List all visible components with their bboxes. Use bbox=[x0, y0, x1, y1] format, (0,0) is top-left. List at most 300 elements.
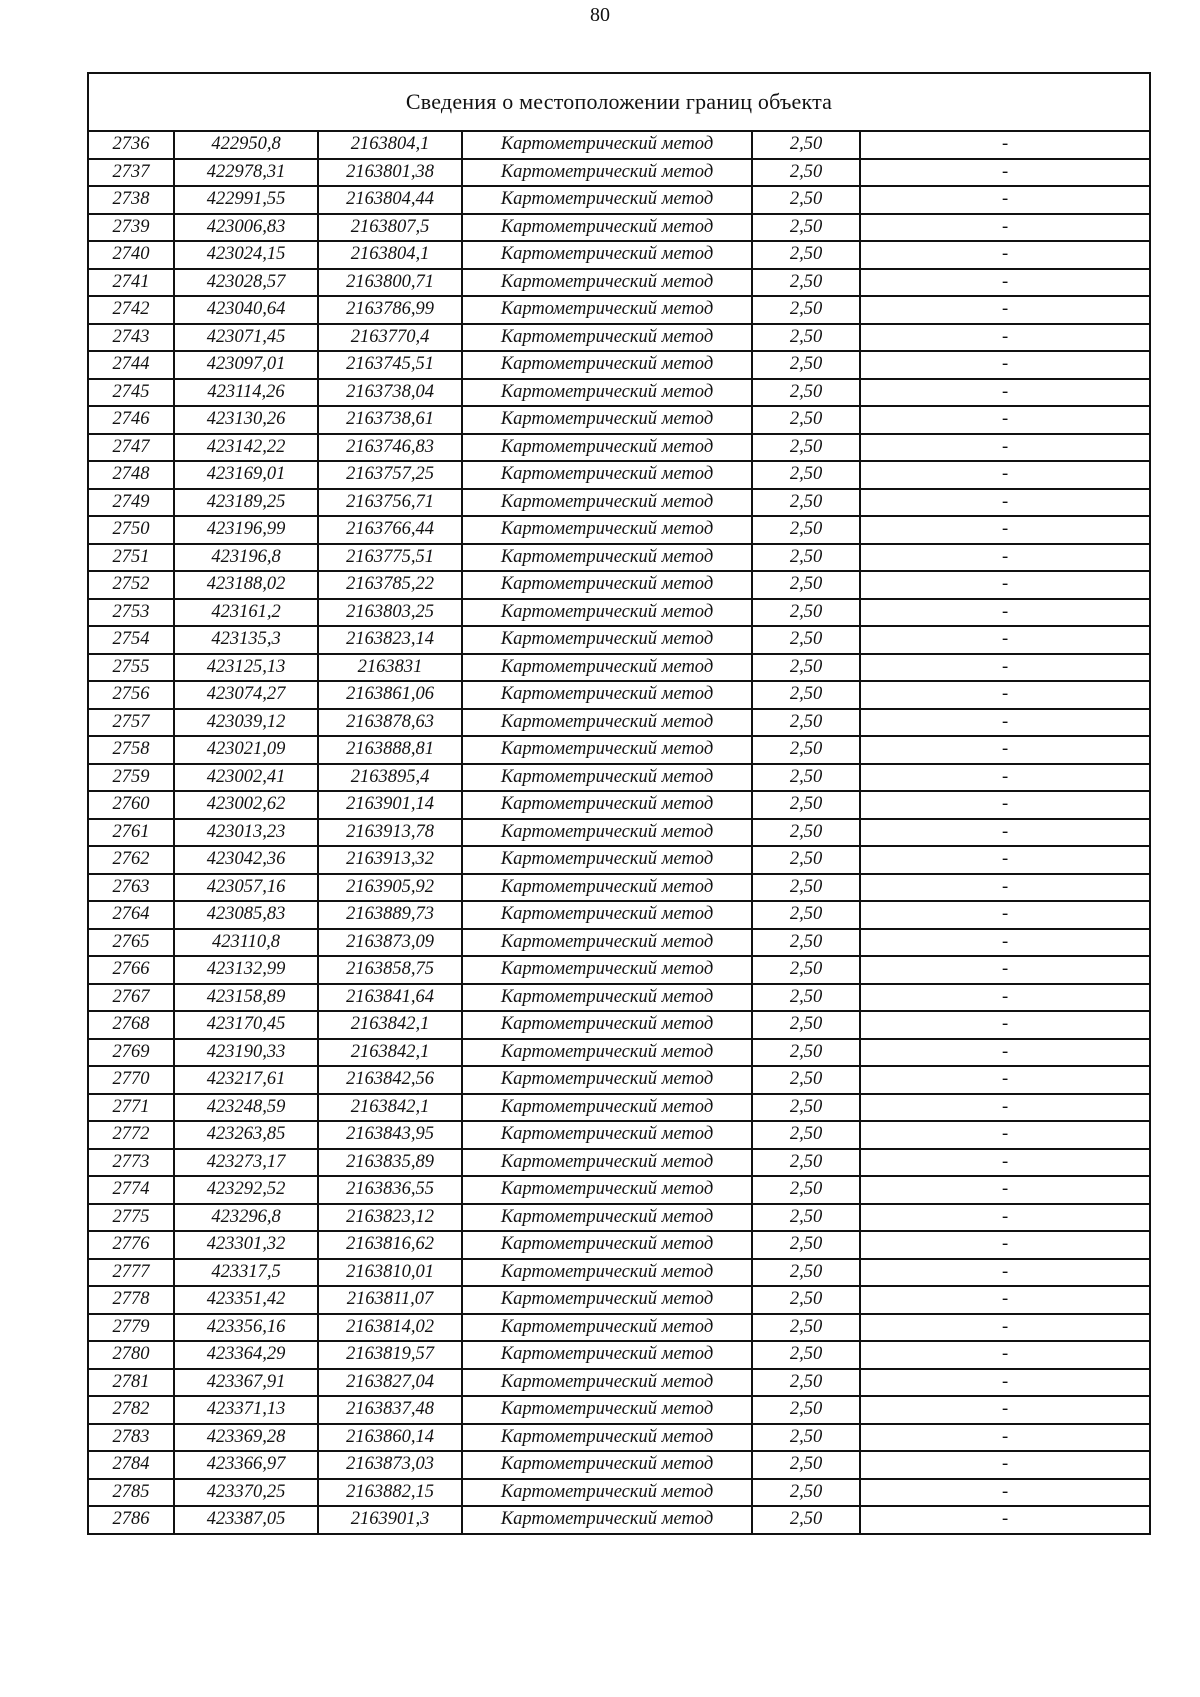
accuracy-cell: 2,50 bbox=[752, 764, 860, 792]
y-coordinate-cell: 2163873,09 bbox=[318, 929, 462, 957]
x-coordinate-cell: 423296,8 bbox=[174, 1204, 318, 1232]
method-cell: Картометрический метод bbox=[462, 1314, 752, 1342]
description-cell: - bbox=[860, 681, 1150, 709]
accuracy-cell: 2,50 bbox=[752, 489, 860, 517]
table-title-row bbox=[88, 73, 1150, 131]
accuracy-cell: 2,50 bbox=[752, 544, 860, 572]
table-row bbox=[88, 1011, 1150, 1039]
y-coordinate-cell: 2163757,25 bbox=[318, 461, 462, 489]
y-coordinate-cell: 2163816,62 bbox=[318, 1231, 462, 1259]
x-coordinate-cell: 423040,64 bbox=[174, 296, 318, 324]
method-cell: Картометрический метод bbox=[462, 131, 752, 159]
table-row bbox=[88, 379, 1150, 407]
method-cell: Картометрический метод bbox=[462, 1039, 752, 1067]
point-number-cell: 2769 bbox=[88, 1039, 174, 1067]
point-number-cell: 2744 bbox=[88, 351, 174, 379]
point-number-cell: 2778 bbox=[88, 1286, 174, 1314]
x-coordinate-cell: 423142,22 bbox=[174, 434, 318, 462]
method-cell: Картометрический метод bbox=[462, 1341, 752, 1369]
x-coordinate-cell: 423002,62 bbox=[174, 791, 318, 819]
accuracy-cell: 2,50 bbox=[752, 1149, 860, 1177]
point-number-cell: 2784 bbox=[88, 1451, 174, 1479]
description-cell: - bbox=[860, 544, 1150, 572]
accuracy-cell: 2,50 bbox=[752, 131, 860, 159]
accuracy-cell: 2,50 bbox=[752, 1424, 860, 1452]
y-coordinate-cell: 2163842,1 bbox=[318, 1094, 462, 1122]
point-number-cell: 2742 bbox=[88, 296, 174, 324]
x-coordinate-cell: 423071,45 bbox=[174, 324, 318, 352]
method-cell: Картометрический метод bbox=[462, 626, 752, 654]
y-coordinate-cell: 2163770,4 bbox=[318, 324, 462, 352]
description-cell: - bbox=[860, 1314, 1150, 1342]
x-coordinate-cell: 423024,15 bbox=[174, 241, 318, 269]
x-coordinate-cell: 423387,05 bbox=[174, 1506, 318, 1534]
method-cell: Картометрический метод bbox=[462, 379, 752, 407]
table-row bbox=[88, 984, 1150, 1012]
table-row bbox=[88, 296, 1150, 324]
x-coordinate-cell: 423013,23 bbox=[174, 819, 318, 847]
accuracy-cell: 2,50 bbox=[752, 241, 860, 269]
y-coordinate-cell: 2163738,04 bbox=[318, 379, 462, 407]
point-number-cell: 2736 bbox=[88, 131, 174, 159]
point-number-cell: 2754 bbox=[88, 626, 174, 654]
x-coordinate-cell: 423085,83 bbox=[174, 901, 318, 929]
point-number-cell: 2783 bbox=[88, 1424, 174, 1452]
accuracy-cell: 2,50 bbox=[752, 516, 860, 544]
table-row bbox=[88, 1286, 1150, 1314]
table-row bbox=[88, 1314, 1150, 1342]
point-number-cell: 2782 bbox=[88, 1396, 174, 1424]
description-cell: - bbox=[860, 214, 1150, 242]
method-cell: Картометрический метод bbox=[462, 1176, 752, 1204]
point-number-cell: 2743 bbox=[88, 324, 174, 352]
table-row bbox=[88, 1094, 1150, 1122]
accuracy-cell: 2,50 bbox=[752, 929, 860, 957]
description-cell: - bbox=[860, 1094, 1150, 1122]
point-number-cell: 2739 bbox=[88, 214, 174, 242]
point-number-cell: 2786 bbox=[88, 1506, 174, 1534]
y-coordinate-cell: 2163804,1 bbox=[318, 241, 462, 269]
table-row bbox=[88, 1506, 1150, 1534]
x-coordinate-cell: 423135,3 bbox=[174, 626, 318, 654]
y-coordinate-cell: 2163786,99 bbox=[318, 296, 462, 324]
method-cell: Картометрический метод bbox=[462, 791, 752, 819]
accuracy-cell: 2,50 bbox=[752, 681, 860, 709]
point-number-cell: 2750 bbox=[88, 516, 174, 544]
table-row bbox=[88, 406, 1150, 434]
accuracy-cell: 2,50 bbox=[752, 1259, 860, 1287]
y-coordinate-cell: 2163823,14 bbox=[318, 626, 462, 654]
point-number-cell: 2770 bbox=[88, 1066, 174, 1094]
point-number-cell: 2774 bbox=[88, 1176, 174, 1204]
accuracy-cell: 2,50 bbox=[752, 1341, 860, 1369]
point-number-cell: 2753 bbox=[88, 599, 174, 627]
description-cell: - bbox=[860, 709, 1150, 737]
y-coordinate-cell: 2163811,07 bbox=[318, 1286, 462, 1314]
point-number-cell: 2759 bbox=[88, 764, 174, 792]
y-coordinate-cell: 2163801,38 bbox=[318, 159, 462, 187]
method-cell: Картометрический метод bbox=[462, 929, 752, 957]
description-cell: - bbox=[860, 1424, 1150, 1452]
y-coordinate-cell: 2163901,14 bbox=[318, 791, 462, 819]
description-cell: - bbox=[860, 901, 1150, 929]
description-cell: - bbox=[860, 1149, 1150, 1177]
method-cell: Картометрический метод bbox=[462, 1094, 752, 1122]
y-coordinate-cell: 2163861,06 bbox=[318, 681, 462, 709]
description-cell: - bbox=[860, 351, 1150, 379]
point-number-cell: 2755 bbox=[88, 654, 174, 682]
point-number-cell: 2751 bbox=[88, 544, 174, 572]
x-coordinate-cell: 422950,8 bbox=[174, 131, 318, 159]
point-number-cell: 2756 bbox=[88, 681, 174, 709]
x-coordinate-cell: 423188,02 bbox=[174, 571, 318, 599]
x-coordinate-cell: 423130,26 bbox=[174, 406, 318, 434]
method-cell: Картометрический метод bbox=[462, 186, 752, 214]
table-row bbox=[88, 819, 1150, 847]
description-cell: - bbox=[860, 1121, 1150, 1149]
description-cell: - bbox=[860, 1176, 1150, 1204]
description-cell: - bbox=[860, 1231, 1150, 1259]
x-coordinate-cell: 423028,57 bbox=[174, 269, 318, 297]
description-cell: - bbox=[860, 1369, 1150, 1397]
accuracy-cell: 2,50 bbox=[752, 324, 860, 352]
y-coordinate-cell: 2163814,02 bbox=[318, 1314, 462, 1342]
method-cell: Картометрический метод bbox=[462, 489, 752, 517]
table-row bbox=[88, 1204, 1150, 1232]
description-cell: - bbox=[860, 406, 1150, 434]
method-cell: Картометрический метод bbox=[462, 1451, 752, 1479]
accuracy-cell: 2,50 bbox=[752, 874, 860, 902]
table-row bbox=[88, 1149, 1150, 1177]
x-coordinate-cell: 422978,31 bbox=[174, 159, 318, 187]
y-coordinate-cell: 2163913,78 bbox=[318, 819, 462, 847]
y-coordinate-cell: 2163800,71 bbox=[318, 269, 462, 297]
table-row bbox=[88, 1396, 1150, 1424]
y-coordinate-cell: 2163766,44 bbox=[318, 516, 462, 544]
method-cell: Картометрический метод bbox=[462, 1479, 752, 1507]
description-cell: - bbox=[860, 819, 1150, 847]
x-coordinate-cell: 423039,12 bbox=[174, 709, 318, 737]
accuracy-cell: 2,50 bbox=[752, 956, 860, 984]
y-coordinate-cell: 2163745,51 bbox=[318, 351, 462, 379]
x-coordinate-cell: 423217,61 bbox=[174, 1066, 318, 1094]
accuracy-cell: 2,50 bbox=[752, 1451, 860, 1479]
accuracy-cell: 2,50 bbox=[752, 159, 860, 187]
accuracy-cell: 2,50 bbox=[752, 1369, 860, 1397]
x-coordinate-cell: 423170,45 bbox=[174, 1011, 318, 1039]
accuracy-cell: 2,50 bbox=[752, 1094, 860, 1122]
accuracy-cell: 2,50 bbox=[752, 1121, 860, 1149]
method-cell: Картометрический метод bbox=[462, 434, 752, 462]
point-number-cell: 2771 bbox=[88, 1094, 174, 1122]
description-cell: - bbox=[860, 489, 1150, 517]
x-coordinate-cell: 423110,8 bbox=[174, 929, 318, 957]
description-cell: - bbox=[860, 571, 1150, 599]
table-row bbox=[88, 956, 1150, 984]
method-cell: Картометрический метод bbox=[462, 1011, 752, 1039]
method-cell: Картометрический метод bbox=[462, 159, 752, 187]
table-row bbox=[88, 214, 1150, 242]
y-coordinate-cell: 2163882,15 bbox=[318, 1479, 462, 1507]
point-number-cell: 2740 bbox=[88, 241, 174, 269]
y-coordinate-cell: 2163873,03 bbox=[318, 1451, 462, 1479]
point-number-cell: 2746 bbox=[88, 406, 174, 434]
point-number-cell: 2737 bbox=[88, 159, 174, 187]
method-cell: Картометрический метод bbox=[462, 1396, 752, 1424]
x-coordinate-cell: 423317,5 bbox=[174, 1259, 318, 1287]
accuracy-cell: 2,50 bbox=[752, 434, 860, 462]
accuracy-cell: 2,50 bbox=[752, 269, 860, 297]
x-coordinate-cell: 423356,16 bbox=[174, 1314, 318, 1342]
x-coordinate-cell: 423196,99 bbox=[174, 516, 318, 544]
method-cell: Картометрический метод bbox=[462, 984, 752, 1012]
table-row bbox=[88, 874, 1150, 902]
table-row bbox=[88, 1451, 1150, 1479]
description-cell: - bbox=[860, 956, 1150, 984]
table-row bbox=[88, 516, 1150, 544]
x-coordinate-cell: 423366,97 bbox=[174, 1451, 318, 1479]
accuracy-cell: 2,50 bbox=[752, 1314, 860, 1342]
table-row bbox=[88, 709, 1150, 737]
method-cell: Картометрический метод bbox=[462, 901, 752, 929]
point-number-cell: 2765 bbox=[88, 929, 174, 957]
y-coordinate-cell: 2163842,1 bbox=[318, 1011, 462, 1039]
description-cell: - bbox=[860, 1204, 1150, 1232]
description-cell: - bbox=[860, 764, 1150, 792]
point-number-cell: 2766 bbox=[88, 956, 174, 984]
description-cell: - bbox=[860, 1451, 1150, 1479]
y-coordinate-cell: 2163831 bbox=[318, 654, 462, 682]
accuracy-cell: 2,50 bbox=[752, 1506, 860, 1534]
table-row bbox=[88, 846, 1150, 874]
table-row bbox=[88, 764, 1150, 792]
x-coordinate-cell: 423190,33 bbox=[174, 1039, 318, 1067]
x-coordinate-cell: 423158,89 bbox=[174, 984, 318, 1012]
point-number-cell: 2760 bbox=[88, 791, 174, 819]
description-cell: - bbox=[860, 241, 1150, 269]
accuracy-cell: 2,50 bbox=[752, 736, 860, 764]
table-row bbox=[88, 131, 1150, 159]
description-cell: - bbox=[860, 1341, 1150, 1369]
description-cell: - bbox=[860, 461, 1150, 489]
description-cell: - bbox=[860, 1039, 1150, 1067]
point-number-cell: 2757 bbox=[88, 709, 174, 737]
description-cell: - bbox=[860, 654, 1150, 682]
table-row bbox=[88, 1176, 1150, 1204]
point-number-cell: 2785 bbox=[88, 1479, 174, 1507]
accuracy-cell: 2,50 bbox=[752, 626, 860, 654]
method-cell: Картометрический метод bbox=[462, 406, 752, 434]
point-number-cell: 2762 bbox=[88, 846, 174, 874]
table-row bbox=[88, 351, 1150, 379]
accuracy-cell: 2,50 bbox=[752, 1204, 860, 1232]
accuracy-cell: 2,50 bbox=[752, 819, 860, 847]
y-coordinate-cell: 2163804,44 bbox=[318, 186, 462, 214]
description-cell: - bbox=[860, 736, 1150, 764]
y-coordinate-cell: 2163895,4 bbox=[318, 764, 462, 792]
method-cell: Картометрический метод bbox=[462, 1369, 752, 1397]
y-coordinate-cell: 2163827,04 bbox=[318, 1369, 462, 1397]
description-cell: - bbox=[860, 1396, 1150, 1424]
accuracy-cell: 2,50 bbox=[752, 1011, 860, 1039]
point-number-cell: 2777 bbox=[88, 1259, 174, 1287]
method-cell: Картометрический метод bbox=[462, 1204, 752, 1232]
point-number-cell: 2758 bbox=[88, 736, 174, 764]
x-coordinate-cell: 423196,8 bbox=[174, 544, 318, 572]
method-cell: Картометрический метод bbox=[462, 1066, 752, 1094]
description-cell: - bbox=[860, 1506, 1150, 1534]
table-row bbox=[88, 626, 1150, 654]
method-cell: Картометрический метод bbox=[462, 1259, 752, 1287]
x-coordinate-cell: 423189,25 bbox=[174, 489, 318, 517]
accuracy-cell: 2,50 bbox=[752, 1176, 860, 1204]
description-cell: - bbox=[860, 846, 1150, 874]
method-cell: Картометрический метод bbox=[462, 681, 752, 709]
point-number-cell: 2773 bbox=[88, 1149, 174, 1177]
point-number-cell: 2764 bbox=[88, 901, 174, 929]
method-cell: Картометрический метод bbox=[462, 709, 752, 737]
y-coordinate-cell: 2163858,75 bbox=[318, 956, 462, 984]
method-cell: Картометрический метод bbox=[462, 1424, 752, 1452]
table-row bbox=[88, 736, 1150, 764]
point-number-cell: 2780 bbox=[88, 1341, 174, 1369]
table-body bbox=[88, 131, 1150, 1534]
accuracy-cell: 2,50 bbox=[752, 901, 860, 929]
method-cell: Картометрический метод bbox=[462, 1121, 752, 1149]
x-coordinate-cell: 423125,13 bbox=[174, 654, 318, 682]
point-number-cell: 2772 bbox=[88, 1121, 174, 1149]
accuracy-cell: 2,50 bbox=[752, 379, 860, 407]
table-row bbox=[88, 1479, 1150, 1507]
point-number-cell: 2763 bbox=[88, 874, 174, 902]
method-cell: Картометрический метод bbox=[462, 544, 752, 572]
y-coordinate-cell: 2163836,55 bbox=[318, 1176, 462, 1204]
point-number-cell: 2749 bbox=[88, 489, 174, 517]
description-cell: - bbox=[860, 626, 1150, 654]
description-cell: - bbox=[860, 379, 1150, 407]
accuracy-cell: 2,50 bbox=[752, 1286, 860, 1314]
method-cell: Картометрический метод bbox=[462, 296, 752, 324]
accuracy-cell: 2,50 bbox=[752, 654, 860, 682]
y-coordinate-cell: 2163738,61 bbox=[318, 406, 462, 434]
method-cell: Картометрический метод bbox=[462, 571, 752, 599]
description-cell: - bbox=[860, 296, 1150, 324]
y-coordinate-cell: 2163785,22 bbox=[318, 571, 462, 599]
table-row bbox=[88, 571, 1150, 599]
point-number-cell: 2779 bbox=[88, 1314, 174, 1342]
table-row bbox=[88, 1066, 1150, 1094]
point-number-cell: 2775 bbox=[88, 1204, 174, 1232]
description-cell: - bbox=[860, 269, 1150, 297]
x-coordinate-cell: 423248,59 bbox=[174, 1094, 318, 1122]
x-coordinate-cell: 423369,28 bbox=[174, 1424, 318, 1452]
y-coordinate-cell: 2163841,64 bbox=[318, 984, 462, 1012]
x-coordinate-cell: 423351,42 bbox=[174, 1286, 318, 1314]
y-coordinate-cell: 2163842,56 bbox=[318, 1066, 462, 1094]
description-cell: - bbox=[860, 434, 1150, 462]
point-number-cell: 2748 bbox=[88, 461, 174, 489]
y-coordinate-cell: 2163905,92 bbox=[318, 874, 462, 902]
x-coordinate-cell: 423132,99 bbox=[174, 956, 318, 984]
table-row bbox=[88, 1369, 1150, 1397]
x-coordinate-cell: 423367,91 bbox=[174, 1369, 318, 1397]
y-coordinate-cell: 2163819,57 bbox=[318, 1341, 462, 1369]
table-row bbox=[88, 1259, 1150, 1287]
y-coordinate-cell: 2163810,01 bbox=[318, 1259, 462, 1287]
accuracy-cell: 2,50 bbox=[752, 1396, 860, 1424]
method-cell: Картометрический метод bbox=[462, 599, 752, 627]
x-coordinate-cell: 423273,17 bbox=[174, 1149, 318, 1177]
y-coordinate-cell: 2163804,1 bbox=[318, 131, 462, 159]
accuracy-cell: 2,50 bbox=[752, 214, 860, 242]
y-coordinate-cell: 2163803,25 bbox=[318, 599, 462, 627]
accuracy-cell: 2,50 bbox=[752, 186, 860, 214]
accuracy-cell: 2,50 bbox=[752, 571, 860, 599]
accuracy-cell: 2,50 bbox=[752, 406, 860, 434]
table-row bbox=[88, 241, 1150, 269]
accuracy-cell: 2,50 bbox=[752, 984, 860, 1012]
point-number-cell: 2761 bbox=[88, 819, 174, 847]
accuracy-cell: 2,50 bbox=[752, 1231, 860, 1259]
table-row bbox=[88, 654, 1150, 682]
y-coordinate-cell: 2163837,48 bbox=[318, 1396, 462, 1424]
method-cell: Картометрический метод bbox=[462, 846, 752, 874]
description-cell: - bbox=[860, 1479, 1150, 1507]
x-coordinate-cell: 422991,55 bbox=[174, 186, 318, 214]
description-cell: - bbox=[860, 1011, 1150, 1039]
y-coordinate-cell: 2163878,63 bbox=[318, 709, 462, 737]
accuracy-cell: 2,50 bbox=[752, 709, 860, 737]
method-cell: Картометрический метод bbox=[462, 654, 752, 682]
y-coordinate-cell: 2163913,32 bbox=[318, 846, 462, 874]
accuracy-cell: 2,50 bbox=[752, 846, 860, 874]
table-row bbox=[88, 324, 1150, 352]
y-coordinate-cell: 2163843,95 bbox=[318, 1121, 462, 1149]
y-coordinate-cell: 2163746,83 bbox=[318, 434, 462, 462]
accuracy-cell: 2,50 bbox=[752, 1479, 860, 1507]
x-coordinate-cell: 423074,27 bbox=[174, 681, 318, 709]
table-row bbox=[88, 1039, 1150, 1067]
y-coordinate-cell: 2163835,89 bbox=[318, 1149, 462, 1177]
table-row bbox=[88, 1424, 1150, 1452]
x-coordinate-cell: 423301,32 bbox=[174, 1231, 318, 1259]
description-cell: - bbox=[860, 1066, 1150, 1094]
x-coordinate-cell: 423114,26 bbox=[174, 379, 318, 407]
method-cell: Картометрический метод bbox=[462, 1149, 752, 1177]
accuracy-cell: 2,50 bbox=[752, 1066, 860, 1094]
description-cell: - bbox=[860, 324, 1150, 352]
table-title: Сведения о местоположении границ объекта bbox=[88, 73, 1150, 131]
x-coordinate-cell: 423292,52 bbox=[174, 1176, 318, 1204]
description-cell: - bbox=[860, 186, 1150, 214]
accuracy-cell: 2,50 bbox=[752, 599, 860, 627]
point-number-cell: 2781 bbox=[88, 1369, 174, 1397]
table-row bbox=[88, 1231, 1150, 1259]
description-cell: - bbox=[860, 984, 1150, 1012]
y-coordinate-cell: 2163888,81 bbox=[318, 736, 462, 764]
method-cell: Картометрический метод bbox=[462, 516, 752, 544]
method-cell: Картометрический метод bbox=[462, 214, 752, 242]
x-coordinate-cell: 423057,16 bbox=[174, 874, 318, 902]
x-coordinate-cell: 423263,85 bbox=[174, 1121, 318, 1149]
page-number: 80 bbox=[590, 4, 610, 26]
table-row bbox=[88, 186, 1150, 214]
description-cell: - bbox=[860, 874, 1150, 902]
table-row bbox=[88, 269, 1150, 297]
table-row bbox=[88, 544, 1150, 572]
y-coordinate-cell: 2163889,73 bbox=[318, 901, 462, 929]
y-coordinate-cell: 2163901,3 bbox=[318, 1506, 462, 1534]
